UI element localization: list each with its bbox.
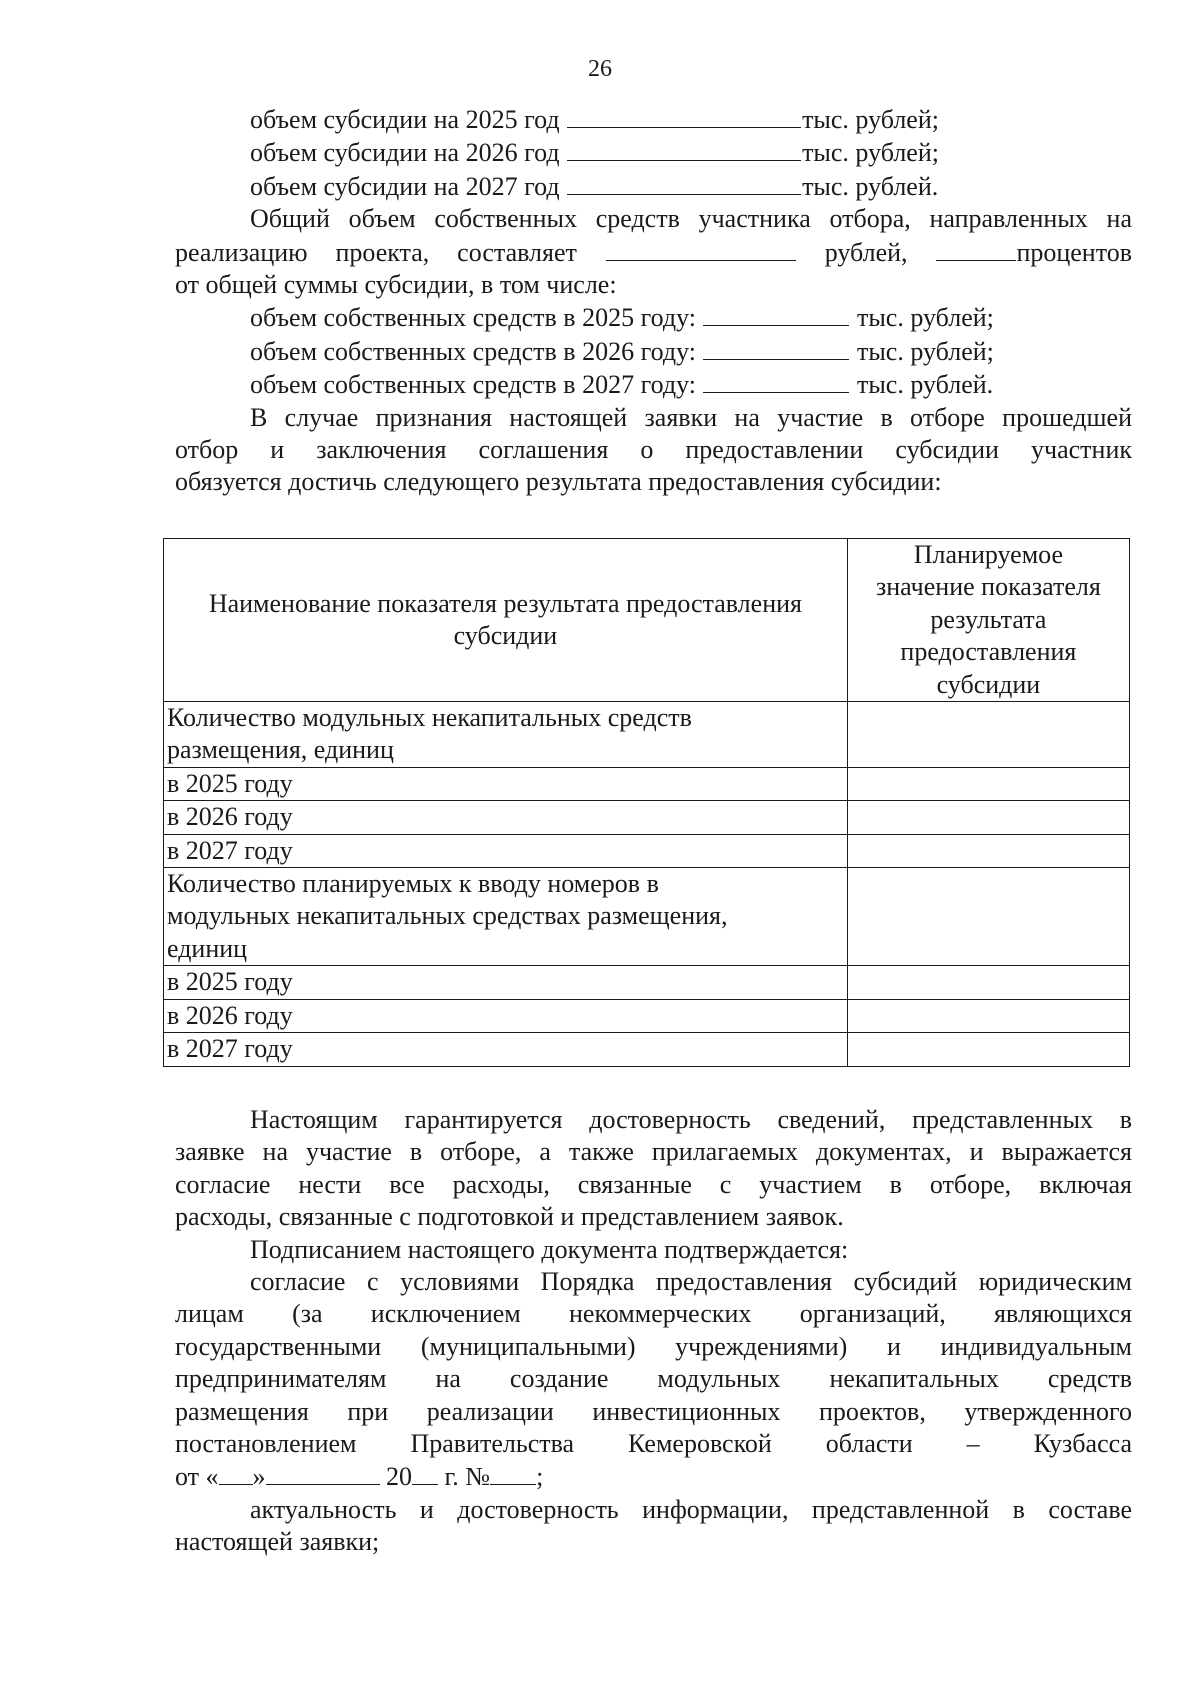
year-cell: в 2027 году [164, 1033, 848, 1066]
consent-line: постановлением Правительства Кемеровской области – Кузбасса [175, 1429, 1132, 1459]
table-row [164, 868, 1130, 966]
header-planned-value: Планируемое значение показателя результата предоставления субсидии [847, 539, 1129, 702]
guarantee-line: расходы, связанные с подготовкой и представлением заявок. [175, 1202, 844, 1232]
commitment-line3: обязуется достичь следующего результата предоставления субсидии: [175, 467, 942, 497]
blank-field[interactable] [703, 301, 849, 326]
value-cell[interactable] [847, 966, 1129, 999]
signing-intro: Подписанием настоящего документа подтверждается: [250, 1234, 849, 1264]
blank-field[interactable] [567, 170, 801, 195]
indicator-planned-rooms: Количество планируемых к вводу номеров в модульных некапитальных средствах размещения, единиц [164, 868, 848, 966]
own-funds-line2: реализацию проекта, составляет рублей, процентов [175, 237, 1133, 267]
value-cell[interactable] [847, 868, 1129, 966]
table-row [164, 834, 1130, 867]
blank-field[interactable] [219, 1460, 253, 1485]
consent-line: государственными (муниципальными) учреждениями) и индивидуальным [175, 1331, 1132, 1361]
value-cell[interactable] [847, 999, 1129, 1032]
value-cell[interactable] [847, 702, 1129, 768]
subsidy-line-2025: объем субсидии на 2025 год тыс. рублей; [250, 105, 939, 134]
table-row [164, 702, 1130, 768]
blank-field[interactable] [266, 1460, 380, 1485]
page-number: 26 [588, 56, 612, 82]
commitment-line2: отбор и заключения соглашения о предоставлении субсидии участник [175, 435, 1132, 465]
results-table [163, 538, 1130, 1067]
value-cell[interactable] [847, 1033, 1129, 1066]
consent-line: предпринимателям на создание модульных некапитальных средств [175, 1364, 1132, 1394]
blank-field[interactable] [490, 1460, 536, 1485]
subsidy-line-2027: объем субсидии на 2027 год тыс. рублей. [250, 171, 939, 201]
blank-field[interactable] [567, 103, 801, 128]
value-cell[interactable] [847, 767, 1129, 800]
guarantee-block [175, 1104, 1132, 1559]
guarantee-line: Настоящим гарантируется достоверность сведений, представленных в [250, 1105, 1132, 1134]
own-funds-line3: от общей суммы субсидии, в том числе: [175, 270, 617, 300]
table-row [164, 999, 1130, 1032]
table-header-row [164, 539, 1130, 702]
blank-field[interactable] [936, 236, 1016, 261]
value-cell[interactable] [847, 834, 1129, 867]
subsidy-volume-block [175, 103, 1132, 499]
commitment-line1: В случае признания настоящей заявки на участие в отборе прошедшей [250, 402, 1132, 432]
year-cell: в 2026 году [164, 999, 848, 1032]
value-cell[interactable] [847, 801, 1129, 834]
own-funds-2026: объем собственных средств в 2026 году: тыс. рублей; [250, 336, 994, 366]
blank-field[interactable] [703, 368, 849, 393]
own-funds-line1: Общий объем собственных средств участника отбора, направленных на [250, 204, 1132, 234]
blank-field[interactable] [567, 136, 801, 161]
table-row [164, 966, 1130, 999]
year-cell: в 2027 году [164, 834, 848, 867]
consent-line: лицам (за исключением некоммерческих организаций, являющихся [175, 1299, 1132, 1329]
header-indicator-name: Наименование показателя результата предоставления субсидии [164, 539, 848, 702]
year-cell: в 2025 году [164, 767, 848, 800]
year-cell: в 2025 году [164, 966, 848, 999]
year-cell: в 2026 году [164, 801, 848, 834]
own-funds-2025: объем собственных средств в 2025 году: тыс. рублей; [250, 303, 994, 333]
table-row [164, 1033, 1130, 1066]
guarantee-line: заявке на участие в отборе, а также прилагаемых документах, и выражается [175, 1137, 1132, 1167]
relevance-line: актуальность и достоверность информации, представленной в составе [250, 1494, 1132, 1524]
consent-line: размещения при реализации инвестиционных проектов, утвержденного [175, 1396, 1132, 1426]
subsidy-line-2026: объем субсидии на 2026 год тыс. рублей; [250, 138, 939, 168]
consent-line: согласие с условиями Порядка предоставления субсидий юридическим [250, 1267, 1132, 1297]
guarantee-line: согласие нести все расходы, связанные с участием в отборе, включая [175, 1169, 1132, 1199]
indicator-modular-facilities: Количество модульных некапитальных средств размещения, единиц [164, 702, 848, 768]
table-row [164, 767, 1130, 800]
relevance-line: настоящей заявки; [175, 1527, 380, 1557]
table-row [164, 801, 1130, 834]
resolution-date-line: от « » 20 г. № ; [175, 1462, 544, 1492]
blank-field[interactable] [703, 335, 849, 360]
blank-field[interactable] [412, 1460, 438, 1485]
own-funds-2027: объем собственных средств в 2027 году: тыс. рублей. [250, 370, 994, 400]
blank-field[interactable] [606, 236, 796, 261]
